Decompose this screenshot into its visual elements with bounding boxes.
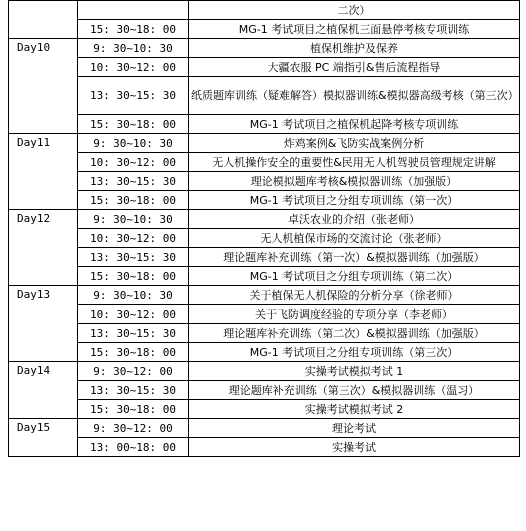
task-cell: MG-1 考试项目之植保机起降考核专项训练 [189, 115, 520, 134]
time-cell: 13: 30~15: 30 [78, 324, 189, 343]
day-cell [9, 267, 78, 286]
day-cell: Day10 [9, 39, 78, 58]
day-cell [9, 172, 78, 191]
day-cell [9, 77, 78, 115]
task-cell: 实操考试模拟考试 2 [189, 400, 520, 419]
day-cell: Day12 [9, 210, 78, 229]
day-cell [9, 191, 78, 210]
task-cell: 理论模拟题库考核&模拟器训练（加强版） [189, 172, 520, 191]
day-cell: Day11 [9, 134, 78, 153]
task-cell: 炸鸡案例&飞防实战案例分析 [189, 134, 520, 153]
time-cell: 13: 30~15: 30 [78, 248, 189, 267]
task-cell: 关于飞防调度经验的专项分享（李老师） [189, 305, 520, 324]
time-cell: 10: 30~12: 00 [78, 305, 189, 324]
task-cell: 大疆农服 PC 端指引&售后流程指导 [189, 58, 520, 77]
time-cell: 10: 30~12: 00 [78, 58, 189, 77]
table-row [9, 267, 520, 286]
table-row [9, 191, 520, 210]
day-cell: Day15 [9, 419, 78, 438]
table-row [9, 77, 520, 115]
task-cell: 理论考试 [189, 419, 520, 438]
time-cell: 9: 30~12: 00 [78, 362, 189, 381]
time-cell: 9: 30~12: 00 [78, 419, 189, 438]
task-cell: 理论题库补充训练（第二次）&模拟器训练（加强版） [189, 324, 520, 343]
table-row [9, 115, 520, 134]
time-cell: 9: 30~10: 30 [78, 134, 189, 153]
time-cell: 13: 00~18: 00 [78, 438, 189, 457]
time-cell: 15: 30~18: 00 [78, 400, 189, 419]
time-cell: 9: 30~10: 30 [78, 210, 189, 229]
time-cell: 13: 30~15: 30 [78, 77, 189, 115]
time-cell: 15: 30~18: 00 [78, 267, 189, 286]
time-cell: 15: 30~18: 00 [78, 191, 189, 210]
day-cell [9, 115, 78, 134]
task-cell: 理论题库补充训练（第三次）&模拟器训练（温习） [189, 381, 520, 400]
task-cell: MG-1 考试项目之分组专项训练（第一次） [189, 191, 520, 210]
table-row [9, 362, 520, 381]
task-cell: 理论题库补充训练（第一次）&模拟器训练（加强版） [189, 248, 520, 267]
time-cell: 9: 30~10: 30 [78, 39, 189, 58]
task-cell: 二次） [189, 1, 520, 20]
day-cell [9, 248, 78, 267]
day-cell [9, 153, 78, 172]
day-cell: Day14 [9, 362, 78, 381]
task-cell: MG-1 考试项目之分组专项训练（第二次） [189, 267, 520, 286]
time-cell [78, 1, 189, 20]
day-cell [9, 305, 78, 324]
table-row [9, 210, 520, 229]
table-row [9, 1, 520, 20]
time-cell: 9: 30~10: 30 [78, 286, 189, 305]
task-cell: 实操考试模拟考试 1 [189, 362, 520, 381]
day-cell: Day13 [9, 286, 78, 305]
day-cell [9, 1, 78, 20]
task-cell: 实操考试 [189, 438, 520, 457]
task-cell: 无人机植保市场的交流讨论（张老师） [189, 229, 520, 248]
day-cell [9, 229, 78, 248]
table-row [9, 134, 520, 153]
time-cell: 15: 30~18: 00 [78, 115, 189, 134]
day-cell [9, 343, 78, 362]
table-row [9, 438, 520, 457]
table-row [9, 153, 520, 172]
table-row [9, 172, 520, 191]
task-cell: 关于植保无人机保险的分析分享（徐老师） [189, 286, 520, 305]
day-cell [9, 324, 78, 343]
task-cell: MG-1 考试项目之分组专项训练（第三次） [189, 343, 520, 362]
table-row [9, 419, 520, 438]
table-row [9, 286, 520, 305]
table-row [9, 20, 520, 39]
time-cell: 13: 30~15: 30 [78, 172, 189, 191]
time-cell: 10: 30~12: 00 [78, 229, 189, 248]
time-cell: 15: 30~18: 00 [78, 343, 189, 362]
task-cell: 植保机维护及保养 [189, 39, 520, 58]
time-cell: 13: 30~15: 30 [78, 381, 189, 400]
table-row [9, 400, 520, 419]
task-cell: 纸质题库训练（疑难解答）模拟器训练&模拟器高级考核（第三次） [189, 77, 520, 115]
table-row [9, 343, 520, 362]
task-cell: 无人机操作安全的重要性&民用无人机驾驶员管理规定讲解 [189, 153, 520, 172]
time-cell: 15: 30~18: 00 [78, 20, 189, 39]
table-row [9, 58, 520, 77]
task-cell: 卓沃农业的介绍（张老师） [189, 210, 520, 229]
day-cell [9, 58, 78, 77]
schedule-table [8, 0, 520, 457]
table-row [9, 324, 520, 343]
table-row [9, 39, 520, 58]
day-cell [9, 438, 78, 457]
table-row [9, 381, 520, 400]
day-cell [9, 381, 78, 400]
task-cell: MG-1 考试项目之植保机三面悬停考核专项训练 [189, 20, 520, 39]
day-cell [9, 400, 78, 419]
time-cell: 10: 30~12: 00 [78, 153, 189, 172]
table-row [9, 229, 520, 248]
schedule-body [9, 1, 520, 457]
day-cell [9, 20, 78, 39]
table-row [9, 248, 520, 267]
table-row [9, 305, 520, 324]
